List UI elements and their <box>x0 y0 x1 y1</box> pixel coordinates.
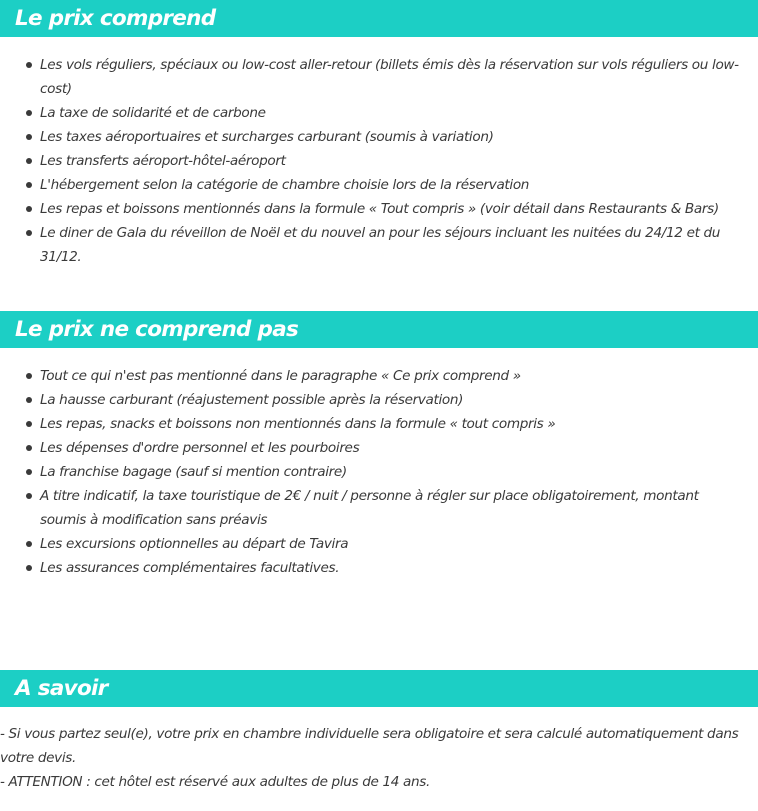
list-item <box>0 484 758 532</box>
bullet-icon <box>26 373 32 379</box>
list-item-text: La taxe de solidarité et de carbone <box>40 105 266 121</box>
excludes-title: Le prix ne comprend pas <box>15 316 299 342</box>
list-item <box>0 388 758 412</box>
list-item <box>0 436 758 460</box>
bullet-icon <box>26 421 32 427</box>
list-item-text: Les taxes aéroportuaires et surcharges carburant (soumis à variation) <box>40 129 494 145</box>
list-item-text: Tout ce qui n'est pas mentionné dans le paragraphe « Ce prix comprend » <box>40 368 521 384</box>
bullet-icon <box>26 134 32 140</box>
list-item-text: Le diner de Gala du réveillon de Noël et du nouvel an pour les séjours incluant les nuitées du 24/12 et du 31/12. <box>40 225 721 265</box>
list-item <box>0 364 758 388</box>
list-item <box>0 197 758 221</box>
notes-body <box>0 722 758 794</box>
bullet-icon <box>26 541 32 547</box>
list-item-text: Les vols réguliers, spéciaux ou low-cost aller-retour (billets émis dès la réservation sur vols réguliers ou low-cost) <box>40 57 739 97</box>
list-item <box>0 149 758 173</box>
list-item-text: L'hébergement selon la catégorie de chambre choisie lors de la réservation <box>40 177 530 193</box>
list-item <box>0 101 758 125</box>
excludes-list <box>0 364 758 580</box>
list-item-text: Les transferts aéroport-hôtel-aéroport <box>40 153 286 169</box>
list-item-text: Les dépenses d'ordre personnel et les pourboires <box>40 440 360 456</box>
notes-title: A savoir <box>15 675 108 701</box>
list-item-text: Les repas et boissons mentionnés dans la formule « Tout compris » (voir détail dans Restaurants & Bars) <box>40 201 719 217</box>
list-item-text: La hausse carburant (réajustement possible après la réservation) <box>40 392 464 408</box>
bullet-icon <box>26 230 32 236</box>
list-item <box>0 412 758 436</box>
bullet-icon <box>26 158 32 164</box>
note-line-solo: - Si vous partez seul(e), votre prix en chambre individuelle sera obligatoire et sera calculé automatiquement dans votre devis. <box>0 726 739 766</box>
list-item <box>0 173 758 197</box>
list-item <box>0 532 758 556</box>
note-line-attention: - ATTENTION : cet hôtel est réservé aux adultes de plus de 14 ans. <box>0 774 431 790</box>
list-item-text: La franchise bagage (sauf si mention contraire) <box>40 464 347 480</box>
list-item-text: Les assurances complémentaires facultatives. <box>40 560 340 576</box>
list-item <box>0 53 758 101</box>
notes-header <box>0 670 758 707</box>
bullet-icon <box>26 565 32 571</box>
includes-header <box>0 0 758 37</box>
list-item-text: A titre indicatif, la taxe touristique de 2€ / nuit / personne à régler sur place obligatoirement, montant soumis à modification sans préavis <box>40 488 699 528</box>
excludes-header <box>0 311 758 348</box>
bullet-icon <box>26 445 32 451</box>
bullet-icon <box>26 206 32 212</box>
bullet-icon <box>26 110 32 116</box>
bullet-icon <box>26 493 32 499</box>
bullet-icon <box>26 469 32 475</box>
list-item <box>0 556 758 580</box>
list-item-text: Les repas, snacks et boissons non mentionnés dans la formule « tout compris » <box>40 416 556 432</box>
includes-title: Le prix comprend <box>15 5 216 31</box>
list-item <box>0 221 758 269</box>
bullet-icon <box>26 182 32 188</box>
list-item-text: Les excursions optionnelles au départ de Tavira <box>40 536 349 552</box>
bullet-icon <box>26 62 32 68</box>
bullet-icon <box>26 397 32 403</box>
includes-list <box>0 53 758 269</box>
list-item <box>0 460 758 484</box>
list-item <box>0 125 758 149</box>
